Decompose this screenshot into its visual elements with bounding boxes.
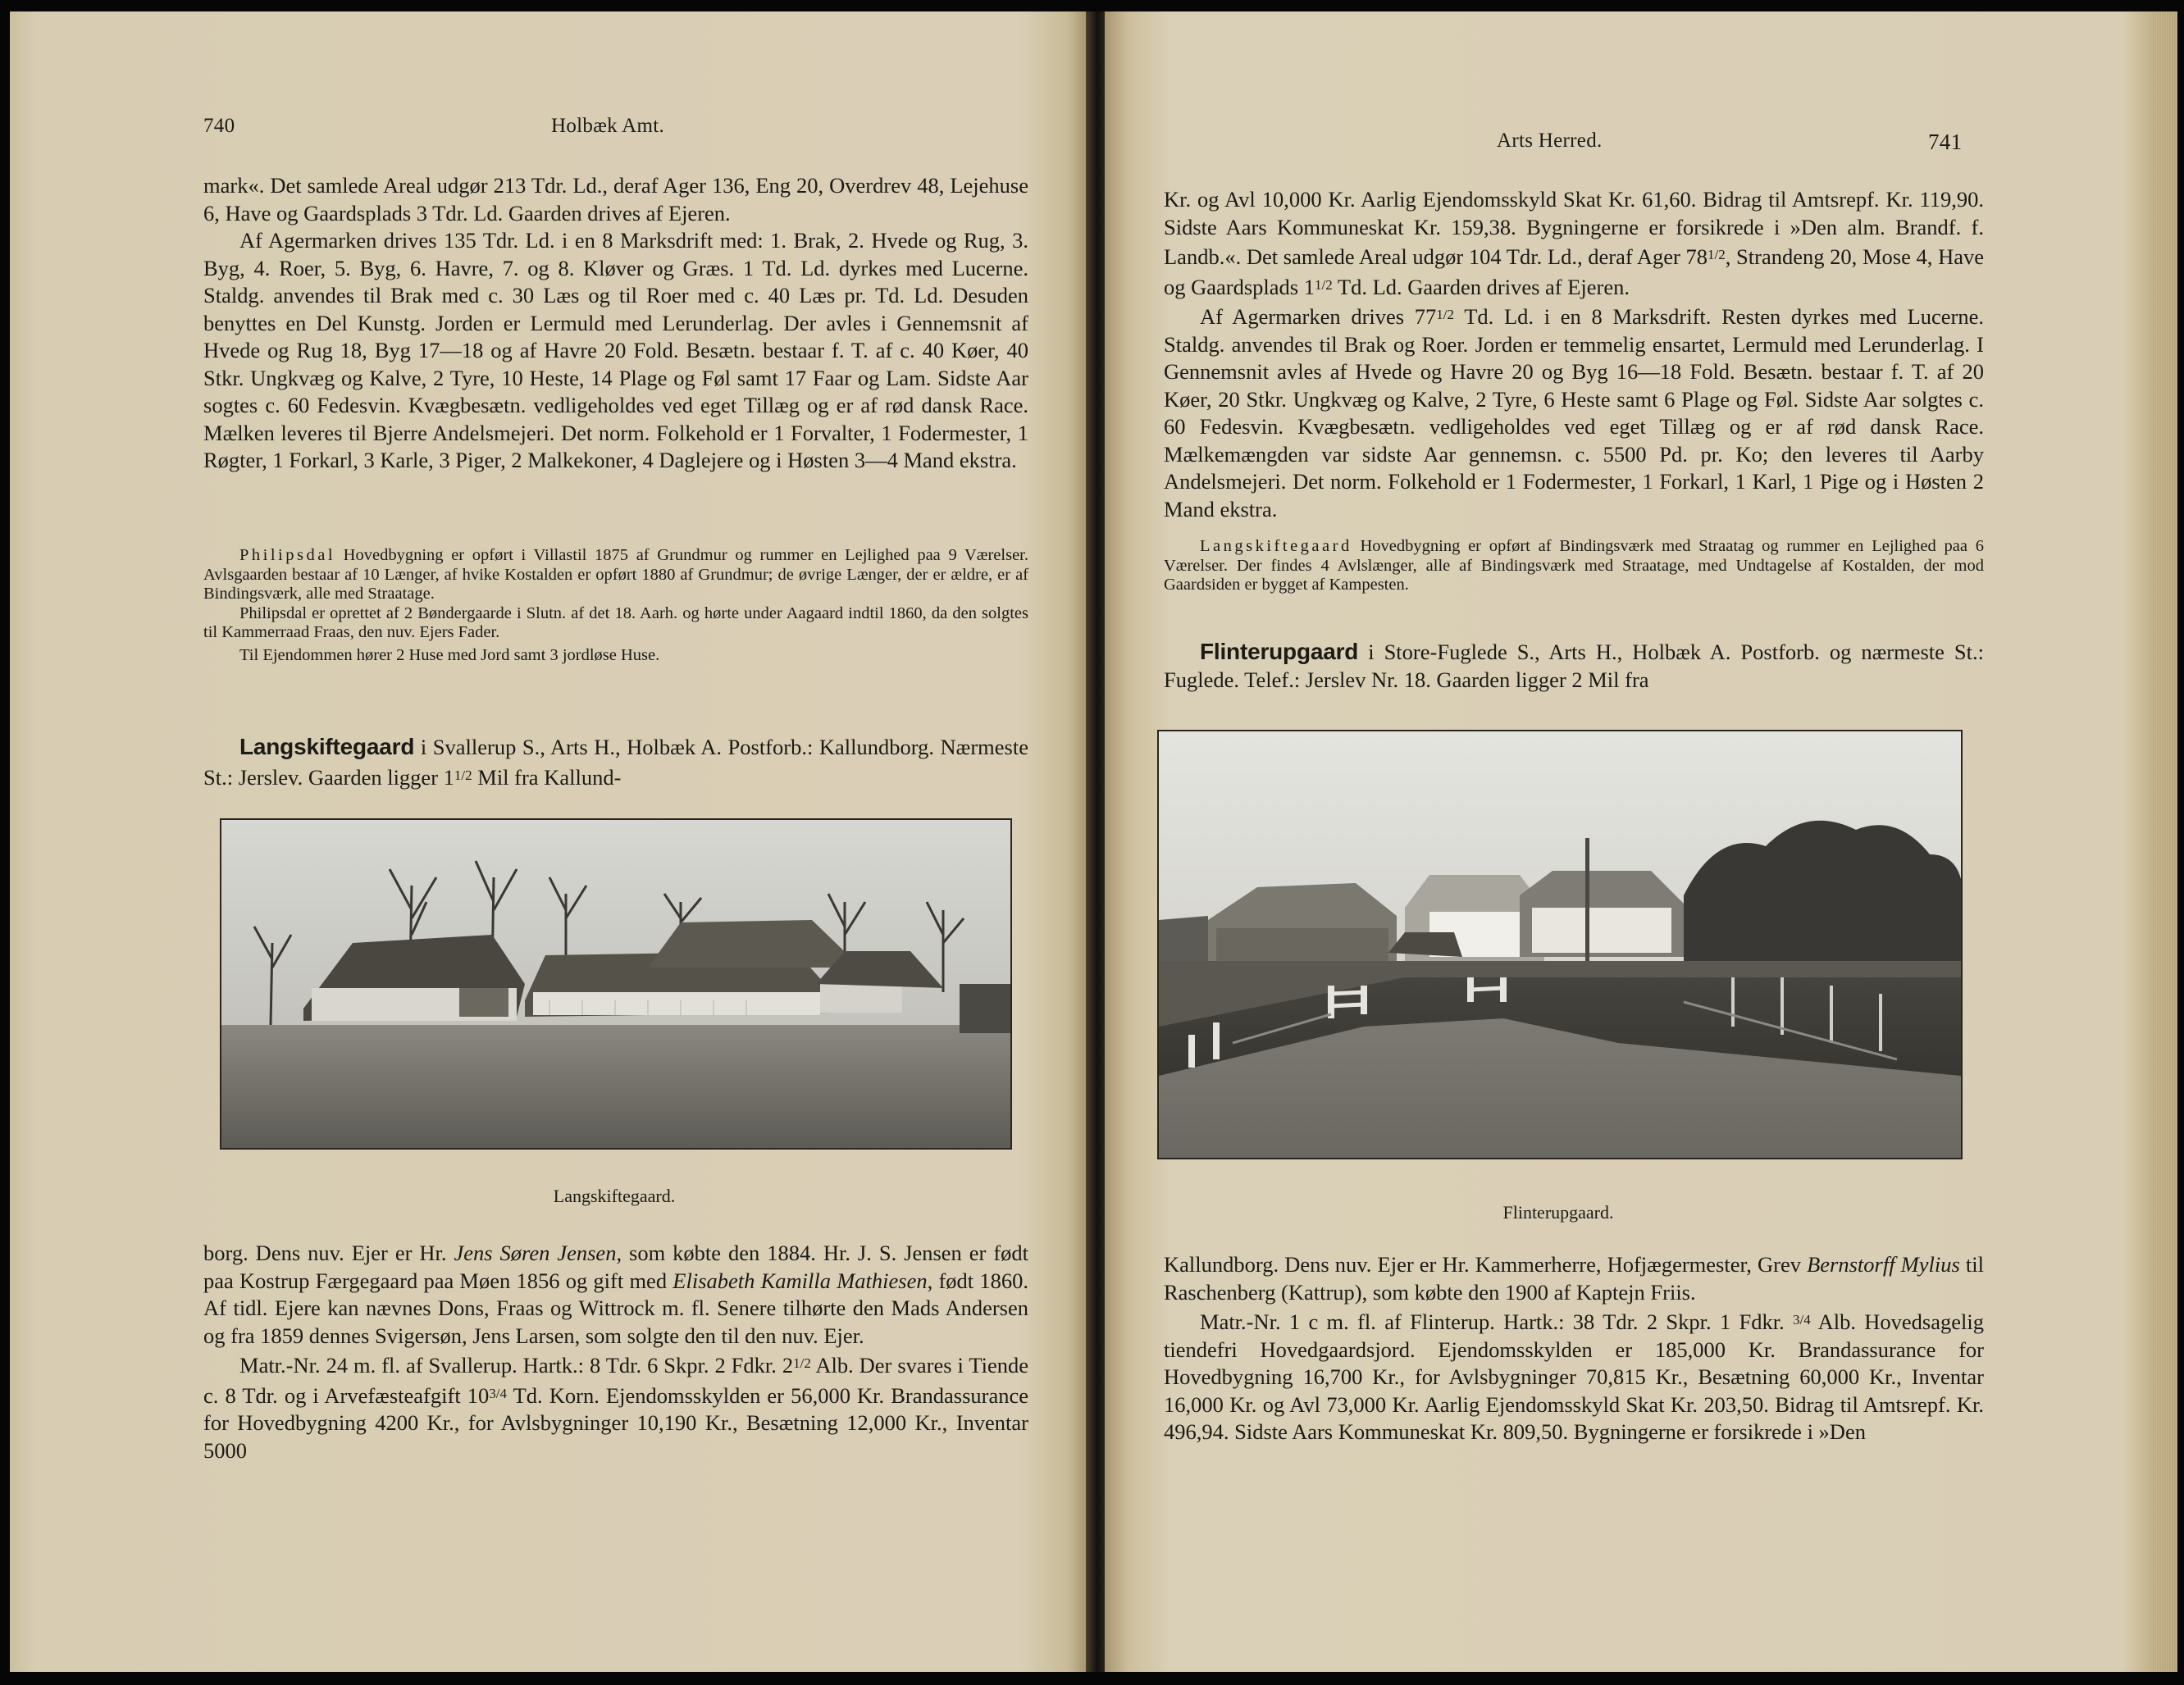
fraction: 1/2 — [454, 767, 472, 783]
paragraph: Af Agermarken drives 135 Tdr. Ld. i en 8 Marksdrift med: 1. Brak, 2. Hvede og Rug, 3. Byg, 4. Roer, 5. Byg, 6. Havre, 7. og 8. Kløver og Græs. 1 Td. Ld. dyrkes med Lucerne. Staldg. anvendes til Brak med c. 30 Læs og til Roer med c. 40 Læs pr. Td. Ld. Desuden benyttes en Del Kunstg. Jorden er Lermuld med Lerunderlag. Der avles i Gennemsnit af Hvede og Rug 18, Byg 17—18 og af Havre 20 Fold. Besætn. bestaar f. T. af c. 40 Køer, 40 Stkr. Ungkvæg og Kalve, 2 Tyre, 10 Heste, 14 Plage og Føl samt 17 Faar og Lam. Sidste Aar sogtes c. 60 Fedesvin. Kvægbesætn. vedligeholdes ved eget Tillæg og er af rød dansk Race. Mælken leveres til Bjerre Andelsmejeri. Det norm. Folkehold er 1 Forvalter, 1 Fodermester, 1 Røgter, 1 Forkarl, 3 Karle, 3 Piger, 2 Malkekoner, 4 Daglejere og i Høsten 3—4 Mand ekstra. — [203, 228, 1028, 472]
page-number-right: 741 — [1928, 130, 1963, 154]
paragraph: mark«. Det samlede Areal udgør 213 Tdr. Ld., deraf Ager 136, Eng 20, Overdrev 48, Lejehuse 6, Have og Gaardsplads 3 Tdr. Ld. Gaarden drives af Ejeren. — [203, 173, 1028, 225]
right-small-notes — [1164, 537, 1984, 595]
fraction: 1/2 — [793, 1355, 811, 1371]
paragraph: Kr. og Avl 10,000 Kr. Aarlig Ejendomsskyld Skat Kr. 61,60. Bidrag til Amtsrepf. Kr. 119,90. Sidste Aars Kommuneskat Kr. 159,38. Bygningerne er forsikrede i »Den alm. Brandf. f. Landb.«. Det samlede Areal udgør 104 Tdr. Ld., deraf Ager $78^{1/2}$, Strandeng 20, Mose 4, Have og Gaardsplads $1^{1/2}$ Td. Ld. Gaarden drives af Ejeren. — [1164, 187, 1984, 299]
fraction: 3/4 — [1793, 1312, 1811, 1328]
small-note — [1164, 537, 1984, 595]
entry-intro: i Store-Fuglede S., Arts H., Holbæk A. Postforb. og nærmeste St.: Fuglede. Telef.: Jerslev Nr. 18. Gaarden ligger 2 Mil fra — [1164, 640, 1984, 692]
left-page — [10, 11, 1086, 1672]
paragraph: Matr.-Nr. 1 c m. fl. af Flinterup. Hartk.: 38 Tdr. 2 Skpr. 1 Fdkr. $^{3/4}$ Alb. Hovedsagelig tiendefri Hovedgaardsjord. Ejendomsskylden er 185,000 Kr. Brandassurance for Hovedbygning 16,700 Kr., for Avlsbygninger 70,815 Kr., Besætning 60,000 Kr., Inventar 16,000 Kr. og Avl 73,000 Kr. Aarlig Ejendomsskyld Skat Kr. 203,50. Bidrag til Amtsrepf. Kr. 496,94. Sidste Aars Kommuneskat Kr. 809,50. Bygningerne er forsikrede i »Den — [1164, 1309, 1984, 1444]
small-note-text: Hovedbygning er opført i Villastil 1875 af Grundmur og rummer en Lejlighed paa 9 Værelser. Avlsgaarden bestaar af 10 Længer, af hvike Kostalden er opført 1880 af Grundmur; de øvrige Længer, der er ældre, er af Bindingsværk, alle med Straatage. — [203, 546, 1028, 603]
owner-name: Jens Søren Jensen — [454, 1241, 617, 1265]
fraction: 1/2 — [1315, 276, 1333, 293]
paragraph: Matr.-Nr. 24 m. fl. af Svallerup. Hartk.: 8 Tdr. 6 Skpr. 2 Fdkr. $2^{1/2}$ Alb. Der svares i Tiende c. 8 Tdr. og i Arvefæsteafgift $10^{3/4}$ Td. Korn. Ejendomsskylden er 56,000 Kr. Brandassurance for Hovedbygning 4200 Kr., for Avlsbygninger 10,190 Kr., Besætning 12,000 Kr., Inventar 5000 — [203, 1353, 1028, 1463]
small-note: Til Ejendommen hører 2 Huse med Jord samt 3 jordløse Huse. — [239, 645, 660, 664]
left-entry-heading — [203, 733, 1028, 791]
small-note — [203, 546, 1028, 604]
left-text-top — [203, 172, 1028, 475]
running-head-left: Holbæk Amt. — [551, 115, 665, 137]
farm-photo-image — [221, 820, 1010, 1148]
entry-intro-end: Mil fra Kallund- — [472, 764, 622, 790]
farm-photo-image — [1159, 731, 1961, 1158]
photo-caption-left: Langskiftegaard. — [553, 1186, 676, 1206]
photo-caption-right: Flinterupgaard. — [1502, 1202, 1614, 1223]
small-note: Philipsdal er oprettet af 2 Bøndergaarde i Slutn. af det 18. Aarh. og hørte under Aagaard indtil 1860, da den solgtes til Kammerraad Fraas, den nuv. Ejers Fader. — [203, 603, 1028, 641]
farm-photo-flinterupgaard — [1157, 730, 1963, 1159]
paragraph: Af Agermarken drives $77^{1/2}$ Td. Ld. i en 8 Marksdrift. Resten dyrkes med Lucerne. Staldg. anvendes til Brak og Roer. Jorden er temmelig ensartet, Lermuld med Lerunderlag. I Gennemsnit avles af Hvede og Havre 20 og Byg 16—18 Fold. Besætn. bestaar f. T. af 20 Køer, 20 Stkr. Ungkvæg og Kalve, 2 Tyre, 6 Heste samt 6 Plage og Føl. Sidste Aar solgtes c. 60 Fedesvin. Kvægbesætn. vedligeholdes ved eget Tillæg og er af rød dansk Race. Mælkemængden var sidste Aar gennemsn. c. 5500 Pd. pr. Ko; den leveres til Aarby Andelsmejeri. Det norm. Folkehold er 1 Fodermester, 1 Forkarl, 1 Karl, 1 Pige og i Høsten 2 Mand ekstra. — [1164, 304, 1984, 521]
left-small-notes — [203, 546, 1028, 665]
owner-name: Bernstorff Mylius — [1807, 1252, 1960, 1277]
fraction: 3/4 — [489, 1385, 507, 1401]
farm-photo-langskiftegaard — [220, 818, 1012, 1150]
page-edges — [2153, 11, 2177, 1672]
page-number-left: 740 — [203, 115, 235, 137]
fraction: 1/2 — [1708, 247, 1726, 262]
paragraph: borg. Dens nuv. Ejer er Hr. Jens Søren Jensen, som købte den 1884. Hr. J. S. Jensen er født paa Kostrup Færgegaard paa Møen 1856 og gift med Elisabeth Kamilla Mathiesen, født 1860. Af tidl. Ejere kan nævnes Dons, Fraas og Wittrock m. fl. Senere tilhørte den Mads Andersen og fra 1859 dennes Svigersøn, Jens Larsen, som solgte den til den nuv. Ejer. — [203, 1241, 1029, 1348]
right-text-bottom — [1164, 1251, 1984, 1446]
entry-title: Langskiftegaard — [239, 734, 415, 759]
left-text-bottom — [203, 1240, 1028, 1464]
paragraph: Kallundborg. Dens nuv. Ejer er Hr. Kammerherre, Hofjægermester, Grev Bernstorff Mylius til Raschenberg (Kattrup), som købte den 1900 af Kaptejn Friis. — [1164, 1252, 1984, 1305]
wife-name: Elisabeth Kamilla Mathiesen — [673, 1268, 928, 1293]
entry-intro: i Svallerup S., Arts H., Holbæk A. Postforb.: Kallundborg. Nærmeste St.: Jerslev. Gaarden ligger 1 — [203, 735, 1028, 790]
right-page — [1105, 11, 2177, 1672]
right-entry-heading — [1164, 638, 1984, 694]
entry-title: Flinterupgaard — [1200, 639, 1359, 664]
right-text-top — [1164, 186, 1984, 523]
fraction: 1/2 — [1436, 307, 1455, 322]
small-note-text: Hovedbygning er opført af Bindingsværk med Straatag og rummer en Lejlighed paa 6 Værelser. Der findes 4 Avlslænger, alle af Bindingsværk med Straatage, med Undtagelse af Kostalden, der mod Gaardsiden er bygget af Kampesten. — [1164, 537, 1984, 594]
estate-name: Langskiftegaard — [1200, 537, 1352, 555]
running-head-right: Arts Herred. — [1497, 130, 1603, 152]
book-gutter — [1086, 11, 1105, 1672]
estate-name: Philipsdal — [239, 546, 336, 564]
